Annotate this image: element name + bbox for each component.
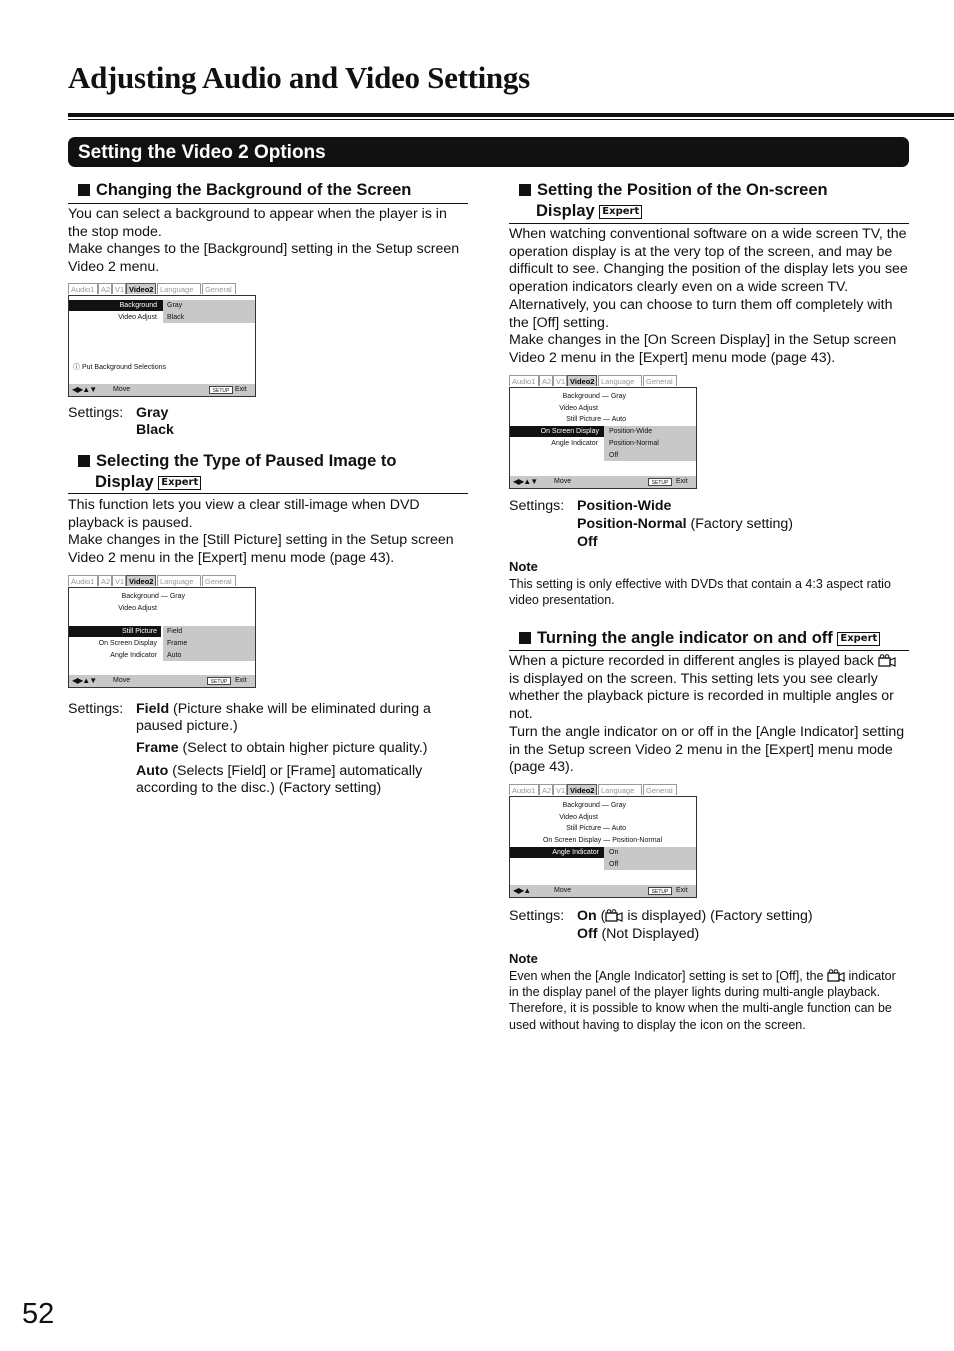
tab-a2: A2 [98, 575, 112, 586]
tab-general: General [202, 283, 236, 294]
heading-rule [509, 650, 909, 651]
menu-row-on-screen-display: On Screen Display — Position-Normal [542, 837, 662, 844]
tab-general: General [643, 784, 677, 795]
screen-footer: ◀▶▲ Move SETUP Exit [510, 885, 696, 897]
camera-angle-icon [827, 969, 845, 982]
tab-audio1: Audio1 [68, 283, 98, 294]
option-off: Off [609, 452, 619, 459]
option-field: Field [167, 628, 183, 635]
menu-row-background: Background [69, 300, 163, 311]
tab-video2: Video2 [567, 784, 597, 795]
tab-video2: Video2 [126, 575, 156, 586]
heading-rule [68, 203, 468, 204]
title-rule [68, 113, 954, 117]
expert-badge-icon: Expert [837, 632, 880, 646]
tab-audio1: Audio1 [509, 375, 539, 386]
setup-key-icon: SETUP [648, 478, 672, 486]
square-bullet-icon [78, 455, 90, 467]
setup-screen-on-screen-display [509, 375, 697, 489]
tab-video2: Video2 [126, 283, 156, 294]
paragraph: When a picture recorded in different angles is played back is displayed on the screen. This setting lets you see clearly whether the playback picture is recorded in multiple angles or not. Turn the angle indicator on or off in the [Angle Indicator] setting in the Setup screen Video 2 menu in the [Expert] menu mode (page 43). [509, 653, 905, 776]
menu-row-still-picture: Still Picture [69, 626, 161, 637]
arrow-keys-icon: ◀▶▲▼ [513, 477, 538, 486]
menu-row-on-screen-display: On Screen Display [510, 426, 604, 437]
heading-rule [509, 223, 909, 224]
note-heading: Note [509, 951, 538, 966]
heading-on-screen-position: Setting the Position of the On-screen Display Expert [519, 180, 909, 222]
heading-rule [68, 493, 468, 494]
screen-footer: ◀▶▲▼ Move SETUP Exit [510, 476, 696, 488]
tab-v1: V1 [112, 283, 126, 294]
menu-row-angle-indicator: Angle Indicator [551, 440, 598, 447]
paragraph: This function lets you view a clear still-image when DVD playback is paused. Make changes in the [Still Picture] setting in the Setup screen Video 2 menu in the [Expert] menu mode (page 43). [68, 497, 454, 567]
tab-video2: Video2 [567, 375, 597, 386]
page-title: Adjusting Audio and Video Settings [68, 60, 530, 95]
tab-language: Language [157, 283, 201, 294]
menu-row-video-adjust: Video Adjust [559, 814, 598, 821]
option-position-wide: Position-Wide [609, 428, 653, 435]
info-text: ⓘ Put Background Selections [73, 364, 167, 371]
expert-badge-icon: Expert [158, 476, 201, 490]
settings-background: Settings: Gray Black [68, 405, 174, 438]
square-bullet-icon [78, 184, 90, 196]
arrow-keys-icon: ◀▶▲▼ [72, 676, 97, 685]
expert-badge-icon: Expert [599, 205, 642, 219]
tab-a2: A2 [539, 375, 553, 386]
menu-row-still-picture: Still Picture — Auto [566, 825, 626, 832]
menu-row-background: Background — Gray [562, 802, 626, 809]
tab-v1: V1 [553, 784, 567, 795]
tab-v1: V1 [553, 375, 567, 386]
setup-tabs [68, 283, 256, 295]
option-gray: Gray [167, 302, 183, 309]
option-frame: Frame [167, 640, 188, 647]
note-text: This setting is only effective with DVDs that contain a 4:3 aspect ratio video presentation. [509, 577, 891, 608]
menu-row-background: Background — Gray [562, 393, 626, 400]
setup-screen-background [68, 283, 256, 397]
menu-row-still-picture: Still Picture — Auto [566, 416, 626, 423]
option-on: On [609, 849, 619, 856]
tab-general: General [202, 575, 236, 586]
heading-paused-image: Selecting the Type of Paused Image to Display Expert [78, 451, 468, 493]
arrow-keys-icon: ◀▶▲▼ [72, 385, 97, 394]
square-bullet-icon [519, 632, 531, 644]
setup-key-icon: SETUP [209, 386, 233, 394]
menu-row-angle-indicator: Angle Indicator [110, 652, 157, 659]
settings-on-screen-display: Settings: Position-Wide Position-Normal (Factory setting) Off [509, 498, 794, 550]
screen-footer: ◀▶▲▼ Move SETUP Exit [69, 675, 255, 687]
tab-audio1: Audio1 [68, 575, 98, 586]
option-auto: Auto [167, 652, 182, 659]
settings-still-picture: Settings: Field (Picture shake will be eliminated during a paused picture.) Frame (Select to obtain higher picture quality.) Auto (Selects [Field] or [Frame] automatically according to the disc.) (Factory setting) [68, 701, 431, 796]
arrow-keys-icon: ◀▶▲ [513, 886, 531, 895]
option-black: Black [167, 314, 185, 321]
option-position-normal: Position-Normal [609, 440, 659, 447]
page-number: 52 [22, 1298, 55, 1330]
tab-a2: A2 [539, 784, 553, 795]
setup-key-icon: SETUP [207, 677, 231, 685]
paragraph: You can select a background to appear when the player is in the stop mode. Make changes to the [Background] setting in the Setup screen Video 2 menu. [68, 206, 460, 276]
menu-row-video-adjust: Video Adjust [559, 405, 598, 412]
option-off: Off [609, 861, 619, 868]
setup-screen-still-picture [68, 575, 256, 688]
paragraph: When watching conventional software on a wide screen TV, the operation display is at the very top of the screen, and may be difficult to see. Changing the position of the display lets you see operation indicators clearly even on a wide screen TV. Alternatively, you can choose to turn them off completely with the [Off] setting. Make changes in the [On Screen Display] in the Setup screen Video 2 menu in the [Expert] menu mode (page 43). [509, 226, 908, 366]
tab-a2: A2 [98, 283, 112, 294]
title-rule-thin [68, 119, 954, 120]
tab-general: General [643, 375, 677, 386]
section-title: Setting the Video 2 Options [68, 137, 909, 167]
camera-angle-icon [878, 654, 896, 667]
screen-footer: ◀▶▲▼ Move SETUP Exit [69, 384, 255, 396]
menu-row-video-adjust: Video Adjust [118, 605, 157, 612]
heading-background: Changing the Background of the Screen [78, 180, 411, 201]
setup-tabs [68, 575, 256, 587]
setup-tabs [509, 375, 697, 387]
setup-screen-angle-indicator [509, 784, 697, 898]
tab-language: Language [157, 575, 201, 586]
setup-tabs [509, 784, 697, 796]
settings-angle-indicator: Settings: On ( is displayed) (Factory setting) Off (Not Displayed) [509, 908, 813, 942]
menu-row-background: Background — Gray [121, 593, 185, 600]
note-heading: Note [509, 559, 538, 574]
square-bullet-icon [519, 184, 531, 196]
info-icon: ⓘ [73, 364, 80, 371]
tab-language: Language [598, 784, 642, 795]
camera-angle-icon [605, 909, 623, 922]
tab-audio1: Audio1 [509, 784, 539, 795]
tab-language: Language [598, 375, 642, 386]
heading-angle-indicator: Turning the angle indicator on and off Expert [519, 628, 909, 649]
menu-row-angle-indicator: Angle Indicator [510, 847, 604, 858]
setup-key-icon: SETUP [648, 887, 672, 895]
menu-row-video-adjust: Video Adjust [118, 314, 157, 321]
note-text: Even when the [Angle Indicator] setting is set to [Off], the indicator in the display panel of the player lights during multi-angle playback. Therefore, it is possible to know when the multi-angle function can be used without having to display the icon on the screen. [509, 969, 896, 1032]
tab-v1: V1 [112, 575, 126, 586]
menu-row-on-screen-display: On Screen Display [98, 640, 157, 647]
